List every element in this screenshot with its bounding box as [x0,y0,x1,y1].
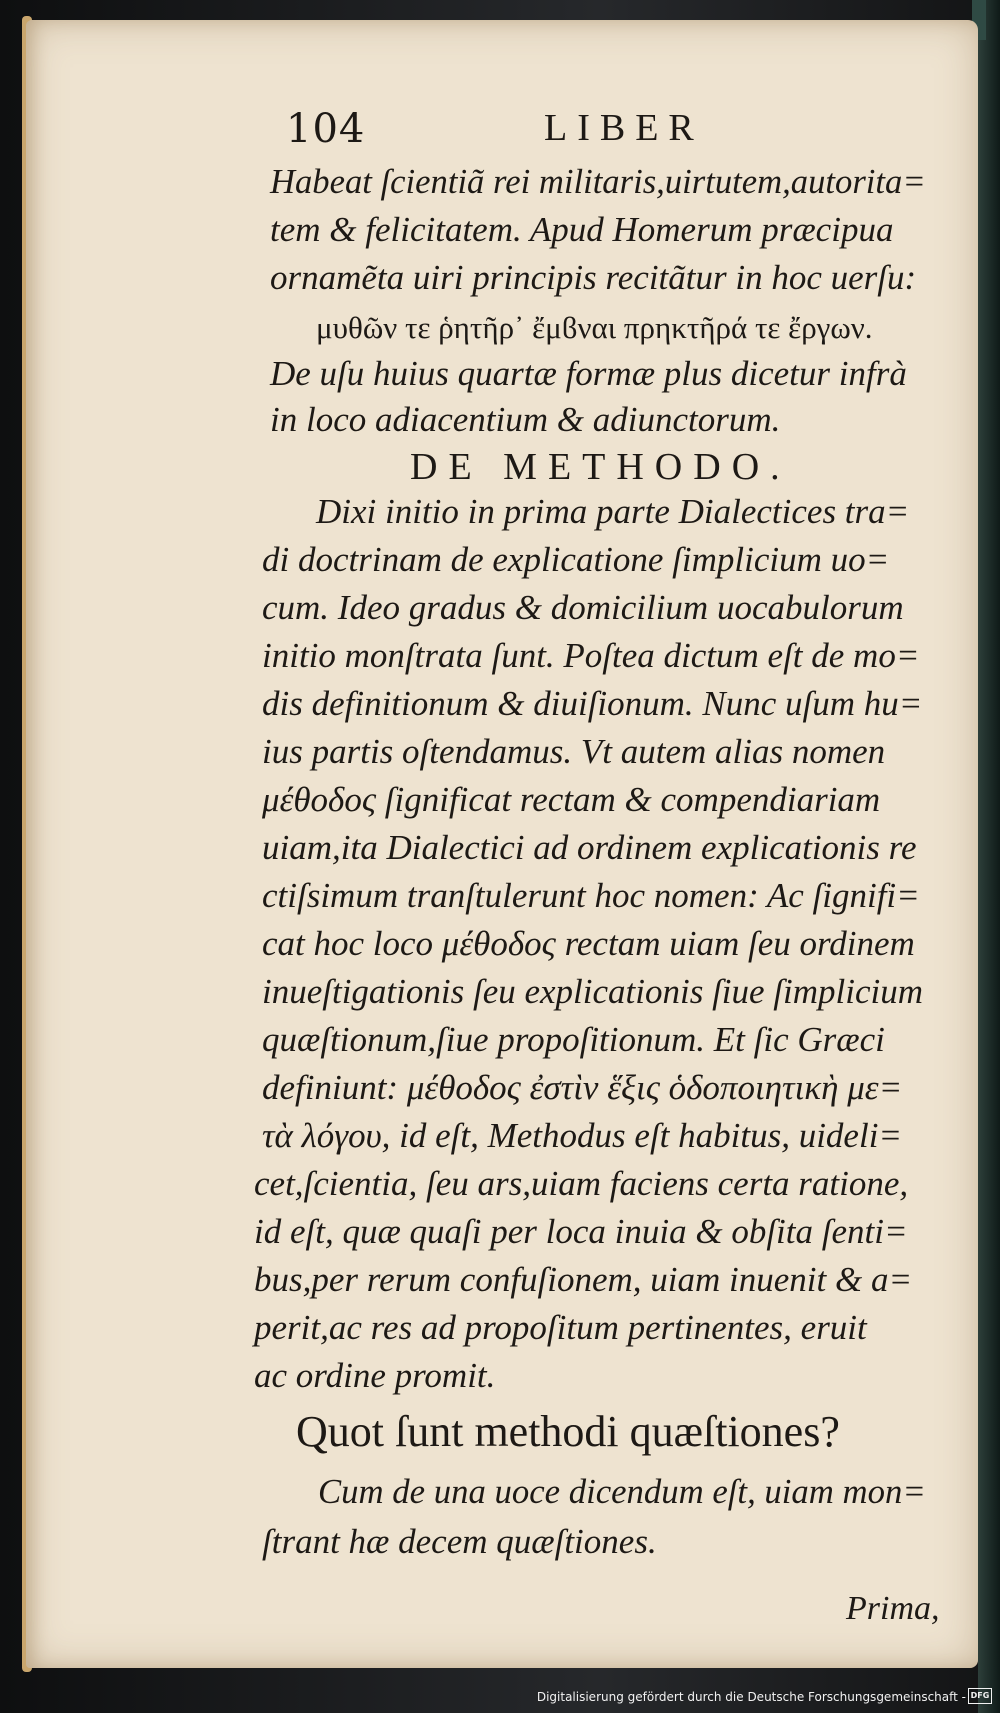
running-head: LIBER [544,107,704,149]
text-line: id eſt, quæ quaſi per loca inuia & obſita ſenti= [254,1212,908,1251]
text-line: Dixi initio in prima parte Dialectices tra= [316,492,910,531]
text-line: di doctrinam de explicatione ſimplicium uo= [262,540,890,579]
text-line: μέθοδος ſignificat rectam & compendiariam [262,780,881,819]
page-text [26,20,978,1668]
text-line: Habeat ſcientiã rei militaris,uirtutem,autorita= [270,162,926,201]
text-line: dis definitionum & diuiſionum. Nunc uſum hu= [262,684,923,723]
text-line: quæſtionum,ſiue propoſitionum. Et ſic Græci [262,1020,885,1059]
text-line: perit,ac res ad propoſitum pertinentes, eruit [254,1308,867,1347]
text-line: tem & felicitatem. Apud Homerum præcipua [270,210,894,249]
question-heading: Quot ſunt methodi quæſtiones? [296,1407,840,1456]
section-heading: DE METHODO. [410,446,791,488]
text-line: ſtrant hæ decem quæſtiones. [262,1522,657,1561]
catchword: Prima, [846,1590,940,1627]
text-line: ctiſsimum tranſtulerunt hoc nomen: Ac ſignifi= [262,876,920,915]
text-line: cet,ſcientia, ſeu ars,uiam faciens certa ratione, [254,1164,909,1203]
text-line: cat hoc loco μέθοδος rectam uiam ſeu ordinem [262,924,915,963]
text-line: τὰ λόγου, id eſt, Methodus eſt habitus, uideli= [262,1116,903,1155]
greek-verse-line: μυθῶν τε ῥητῆρ᾽ ἔμϐναι πρηκτῆρά τε ἔργων. [316,310,873,345]
text-line: in loco adiacentium & adiunctorum. [270,400,781,439]
text-line: inueſtigationis ſeu explicationis ſiue ſimplicium [262,972,924,1011]
text-line: definiunt: μέθοδος ἐστὶν ἕξις ὁδοποιητικὴ με= [262,1068,903,1107]
funding-credit: Digitalisierung gefördert durch die Deutsche Forschungsgemeinschaft - [536,1690,966,1704]
text-line: cum. Ideo gradus & domicilium uocabulorum [262,588,904,627]
text-line: Cum de una uoce dicendum eſt, uiam mon= [318,1472,926,1511]
dfg-logo-icon: DFG [968,1688,992,1704]
text-line: De uſu huius quartæ formæ plus dicetur infrà [270,354,907,393]
text-line: ornamẽta uiri principis recitãtur in hoc uerſu: [270,258,917,297]
text-line: ius partis oſtendamus. Vt autem alias nomen [262,732,886,771]
text-line: uiam,ita Dialectici ad ordinem explicationis re [262,828,917,867]
text-line: initio monſtrata ſunt. Poſtea dictum eſt de mo= [262,636,920,675]
book-cover-edge [978,0,1000,1713]
text-line: ac ordine promit. [254,1356,496,1395]
book-page [26,20,978,1668]
page-number: 104 [286,106,366,152]
text-line: bus,per rerum confuſionem, uiam inuenit & a= [254,1260,913,1299]
digitization-footer [0,1682,1000,1713]
